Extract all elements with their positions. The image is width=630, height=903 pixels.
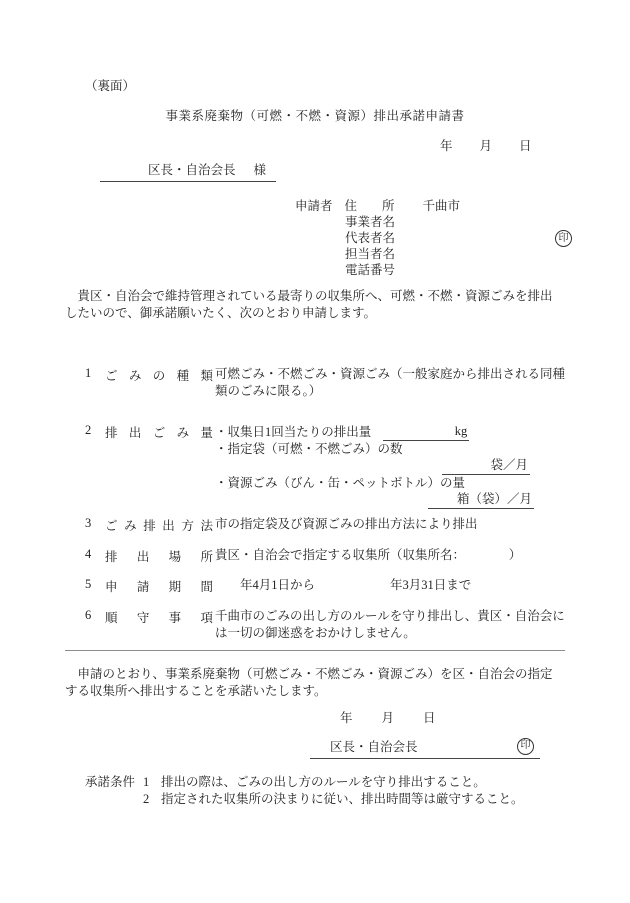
item-application-period [85,577,567,595]
year-unit: 年 [440,139,453,153]
item-number: 5 [85,577,92,591]
item-label: 申 請 期 間 [105,580,213,594]
phone-row [345,262,540,278]
day-unit: 日 [423,711,436,725]
month-unit: 月 [479,139,493,153]
condition-number: 1 [143,775,150,789]
item-label: 排 出 場 所 [105,550,213,564]
applicant-label: 申請者 [295,199,333,213]
month-unit: 月 [381,711,395,725]
item-label: 排 出 ご み 量 [105,426,213,440]
consent-conditions [85,774,524,807]
item-number: 1 [85,366,92,380]
item-content: 貴区・自治会で指定する収集所（収集所名： ） [215,548,522,562]
address-label: 住 所 [344,199,395,213]
item-compliance [85,608,567,641]
request-paragraph: 貴区・自治会で維持管理されている最寄りの収集所へ、可燃・不燃・資源ごみを排出したいので、御承諾願いたく、次のとおり申請します。 [65,289,553,320]
seal-icon: 印 [517,738,534,755]
applicant-address-row [295,198,540,214]
condition-item [143,774,524,791]
conditions-list [143,774,524,807]
representative-label: 代表者名 [345,231,396,245]
item-content: 千曲市のごみの出し方のルールを守り排出し、貴区・自治会には一切の御迷惑をおかけしません。 [215,609,565,640]
day-unit: 日 [519,139,532,153]
item-label: ご み の 種 類 [105,369,213,383]
item-content [215,423,567,509]
recyclable-waste-label: ・資源ごみ（びん・缶・ペットボトル）の量 [215,475,466,490]
item-number: 6 [85,608,92,622]
contact-row [345,246,540,262]
contact-label: 担当者名 [345,247,396,261]
consent-signature-line [310,737,540,759]
item-discharge-method [85,516,567,534]
item-label: 順 守 事 項 [105,611,213,625]
item-content: 可燃ごみ・不燃ごみ・資源ごみ（一般家庭から排出される同種類のごみに限る。） [215,367,566,398]
conditions-label: 承諾条件 [85,775,136,789]
condition-text: 指定された収集所の決まりに従い、排出時間等は厳守すること。 [161,791,524,806]
item-discharge-place [85,547,567,565]
boxes-per-month-line [215,491,567,509]
representative-row [345,230,569,246]
item-content: 市の指定袋及び資源ごみの排出方法により排出 [215,517,478,531]
applicant-block [295,198,569,278]
phone-label: 電話番号 [345,263,396,277]
signer-title: 区長・自治会長 [330,740,418,754]
item-waste-type [85,366,567,399]
section-divider [65,650,565,651]
designated-bag-label: ・指定袋（可燃・不燃ごみ）の数 [215,441,403,456]
bags-per-month-line [215,457,567,475]
addressee-honorific: 様 [253,163,267,177]
consent-paragraph: 申請のとおり、事業系廃棄物（可燃ごみ・不燃ごみ・資源ごみ）を区・自治会の指定する収集所へ排出することを承諾いたします。 [65,667,553,698]
document-title: 事業系廃棄物（可燃・不燃・資源）排出承諾申請書 [165,109,465,123]
backside-label: （裏面） [85,79,136,93]
item-waste-amount [85,423,567,509]
item-number: 3 [85,516,92,530]
consent-date-line [340,708,436,726]
address-value: 千曲市 [422,199,461,213]
condition-number: 2 [143,791,150,806]
item-content: 年4月1日から 年3月31日まで [215,578,472,592]
bags-per-month-blank: 袋／月 [442,457,530,475]
seal-icon: 印 [555,230,572,247]
addressee-line [100,160,276,182]
addressee-name: 区長・自治会長 [148,163,236,177]
application-date-line [440,136,532,154]
item-number: 2 [85,423,92,437]
business-name-row [345,214,540,230]
condition-text: 排出の際は、ごみの出し方のルールを守り排出すること。 [161,775,486,789]
condition-item [143,791,524,808]
amount-per-collection-line [215,423,567,441]
business-name-label: 事業者名 [345,215,396,229]
amount-per-collection-label: ・収集日1回当たりの排出量 [215,425,372,439]
boxes-per-month-blank: 箱（袋）／月 [428,491,534,509]
item-number: 4 [85,547,92,561]
item-label: ごみ排出方法 [105,519,213,533]
amount-kg-blank: kg [383,423,469,441]
year-unit: 年 [340,711,353,725]
